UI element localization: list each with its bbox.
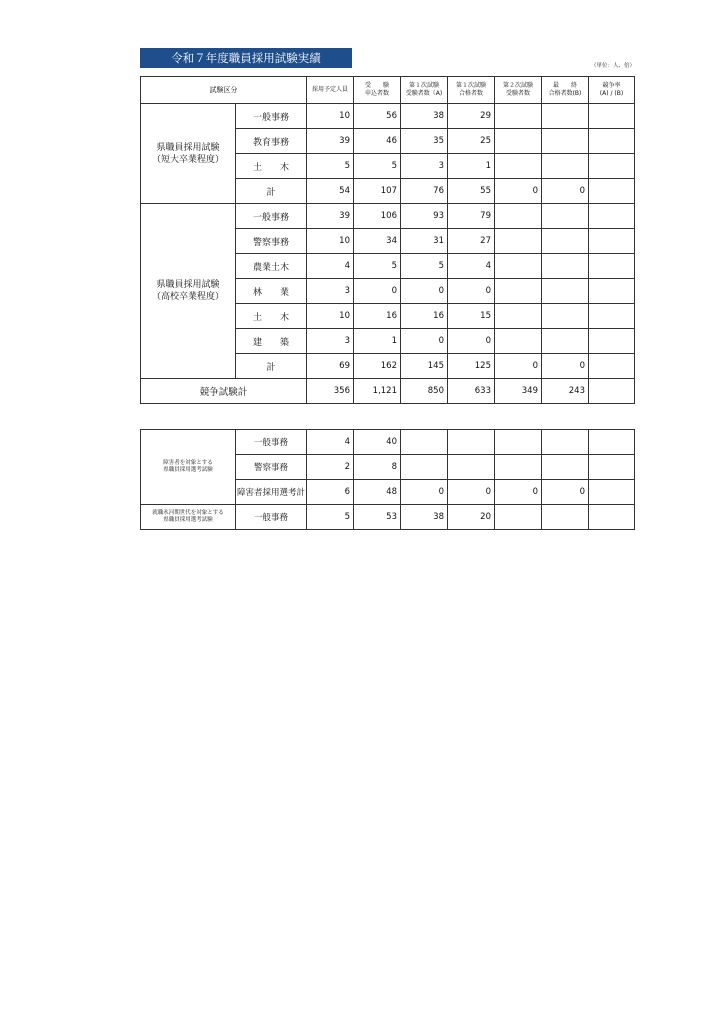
planned-cell: 2 bbox=[307, 455, 354, 480]
grand-total-final: 243 bbox=[542, 379, 589, 404]
first-pass-cell: 1 bbox=[448, 154, 495, 179]
category-cell: 林 業 bbox=[236, 279, 307, 304]
second-exam-cell bbox=[495, 304, 542, 329]
grand-total-label: 競争試験計 bbox=[141, 379, 307, 404]
first-pass-cell: 15 bbox=[448, 304, 495, 329]
second-exam-cell bbox=[495, 329, 542, 354]
final-cell bbox=[542, 304, 589, 329]
final-cell bbox=[542, 279, 589, 304]
first-pass-cell bbox=[448, 455, 495, 480]
document-title: 令和７年度職員採用試験実績 bbox=[140, 48, 352, 68]
first-exam-cell: 93 bbox=[401, 204, 448, 229]
category-cell: 警察事務 bbox=[236, 229, 307, 254]
first-pass-cell: 125 bbox=[448, 354, 495, 379]
category-cell: 計 bbox=[236, 179, 307, 204]
header-planned: 採用予定人員 bbox=[307, 77, 354, 104]
grand-total-ratio bbox=[589, 379, 635, 404]
category-cell: 障害者採用選考計 bbox=[236, 480, 307, 505]
first-exam-cell: 0 bbox=[401, 480, 448, 505]
category-cell: 農業土木 bbox=[236, 254, 307, 279]
final-cell: 0 bbox=[542, 480, 589, 505]
second-exam-cell bbox=[495, 154, 542, 179]
final-cell bbox=[542, 505, 589, 530]
first-exam-cell bbox=[401, 455, 448, 480]
group-name: 就職氷河期世代を対象とする 県職員採用選考試験 bbox=[141, 505, 236, 530]
applicants-cell: 16 bbox=[354, 304, 401, 329]
first-exam-cell: 38 bbox=[401, 104, 448, 129]
category-cell: 一般事務 bbox=[236, 104, 307, 129]
applicants-cell: 162 bbox=[354, 354, 401, 379]
first-pass-cell: 55 bbox=[448, 179, 495, 204]
header-first-exam: 第１次試験 受験者数（A) bbox=[401, 77, 448, 104]
table-row bbox=[141, 430, 635, 455]
first-exam-cell bbox=[401, 430, 448, 455]
grand-total-first-pass: 633 bbox=[448, 379, 495, 404]
grand-total-planned: 356 bbox=[307, 379, 354, 404]
second-exam-cell bbox=[495, 279, 542, 304]
applicants-cell: 53 bbox=[354, 505, 401, 530]
category-cell: 教育事務 bbox=[236, 129, 307, 154]
applicants-cell: 1 bbox=[354, 329, 401, 354]
final-cell bbox=[542, 254, 589, 279]
second-exam-cell: 0 bbox=[495, 179, 542, 204]
category-cell: 建 築 bbox=[236, 329, 307, 354]
applicants-cell: 56 bbox=[354, 104, 401, 129]
applicants-cell: 8 bbox=[354, 455, 401, 480]
planned-cell: 39 bbox=[307, 129, 354, 154]
applicants-cell: 0 bbox=[354, 279, 401, 304]
header-second-exam: 第２次試験 受験者数 bbox=[495, 77, 542, 104]
second-exam-cell bbox=[495, 254, 542, 279]
final-cell bbox=[542, 430, 589, 455]
grand-total-second-exam: 349 bbox=[495, 379, 542, 404]
first-exam-cell: 145 bbox=[401, 354, 448, 379]
header-applicants: 受 験 申込者数 bbox=[354, 77, 401, 104]
ratio-cell bbox=[589, 354, 635, 379]
first-pass-cell: 27 bbox=[448, 229, 495, 254]
applicants-cell: 5 bbox=[354, 254, 401, 279]
header-first-pass: 第１次試験 合格者数 bbox=[448, 77, 495, 104]
first-exam-cell: 5 bbox=[401, 254, 448, 279]
second-exam-cell bbox=[495, 104, 542, 129]
planned-cell: 10 bbox=[307, 304, 354, 329]
ratio-cell bbox=[589, 179, 635, 204]
first-pass-cell: 20 bbox=[448, 505, 495, 530]
category-cell: 警察事務 bbox=[236, 455, 307, 480]
ratio-cell bbox=[589, 304, 635, 329]
planned-cell: 5 bbox=[307, 505, 354, 530]
final-cell: 0 bbox=[542, 179, 589, 204]
applicants-cell: 40 bbox=[354, 430, 401, 455]
table-row bbox=[141, 204, 635, 229]
ratio-cell bbox=[589, 229, 635, 254]
category-cell: 土 木 bbox=[236, 304, 307, 329]
first-pass-cell: 0 bbox=[448, 279, 495, 304]
planned-cell: 4 bbox=[307, 430, 354, 455]
category-cell: 一般事務 bbox=[236, 505, 307, 530]
applicants-cell: 48 bbox=[354, 480, 401, 505]
ratio-cell bbox=[589, 204, 635, 229]
final-cell bbox=[542, 104, 589, 129]
ratio-cell bbox=[589, 430, 635, 455]
planned-cell: 10 bbox=[307, 104, 354, 129]
planned-cell: 39 bbox=[307, 204, 354, 229]
final-cell bbox=[542, 455, 589, 480]
ratio-cell bbox=[589, 254, 635, 279]
first-pass-cell: 29 bbox=[448, 104, 495, 129]
first-exam-cell: 31 bbox=[401, 229, 448, 254]
first-exam-cell: 38 bbox=[401, 505, 448, 530]
final-cell bbox=[542, 229, 589, 254]
ratio-cell bbox=[589, 329, 635, 354]
final-cell bbox=[542, 204, 589, 229]
group-name: 県職員採用試験 （短大卒業程度） bbox=[141, 104, 236, 204]
first-exam-cell: 3 bbox=[401, 154, 448, 179]
category-cell: 土 木 bbox=[236, 154, 307, 179]
final-cell bbox=[542, 154, 589, 179]
ratio-cell bbox=[589, 480, 635, 505]
planned-cell: 54 bbox=[307, 179, 354, 204]
second-exam-cell bbox=[495, 129, 542, 154]
ratio-cell bbox=[589, 104, 635, 129]
second-exam-cell bbox=[495, 455, 542, 480]
ratio-cell bbox=[589, 505, 635, 530]
first-exam-cell: 0 bbox=[401, 279, 448, 304]
header-category: 試験区分 bbox=[141, 77, 307, 104]
ratio-cell bbox=[589, 455, 635, 480]
final-cell bbox=[542, 129, 589, 154]
header-row bbox=[141, 77, 635, 104]
first-pass-cell: 0 bbox=[448, 329, 495, 354]
planned-cell: 3 bbox=[307, 329, 354, 354]
group-name: 障害者を対象とする 県職員採用選考試験 bbox=[141, 430, 236, 505]
planned-cell: 3 bbox=[307, 279, 354, 304]
applicants-cell: 107 bbox=[354, 179, 401, 204]
first-exam-cell: 16 bbox=[401, 304, 448, 329]
second-exam-cell bbox=[495, 204, 542, 229]
second-exam-cell bbox=[495, 505, 542, 530]
first-pass-cell bbox=[448, 430, 495, 455]
grand-total-row bbox=[141, 379, 635, 404]
planned-cell: 6 bbox=[307, 480, 354, 505]
applicants-cell: 5 bbox=[354, 154, 401, 179]
planned-cell: 5 bbox=[307, 154, 354, 179]
results-table bbox=[140, 76, 635, 404]
group-name: 県職員採用試験 （高校卒業程度） bbox=[141, 204, 236, 379]
applicants-cell: 34 bbox=[354, 229, 401, 254]
first-exam-cell: 35 bbox=[401, 129, 448, 154]
category-cell: 一般事務 bbox=[236, 204, 307, 229]
header-final: 最 終 合格者数(B) bbox=[542, 77, 589, 104]
applicants-cell: 46 bbox=[354, 129, 401, 154]
planned-cell: 69 bbox=[307, 354, 354, 379]
category-cell: 計 bbox=[236, 354, 307, 379]
second-exam-cell: 0 bbox=[495, 354, 542, 379]
final-cell bbox=[542, 329, 589, 354]
first-pass-cell: 25 bbox=[448, 129, 495, 154]
table-row bbox=[141, 104, 635, 129]
ratio-cell bbox=[589, 279, 635, 304]
grand-total-first-exam: 850 bbox=[401, 379, 448, 404]
unit-note: （単位：人、倍） bbox=[590, 63, 635, 69]
second-exam-cell bbox=[495, 229, 542, 254]
selection-table bbox=[140, 429, 635, 530]
second-exam-cell bbox=[495, 430, 542, 455]
planned-cell: 4 bbox=[307, 254, 354, 279]
header-ratio: 競争率 (A) / (B) bbox=[589, 77, 635, 104]
ratio-cell bbox=[589, 129, 635, 154]
second-exam-cell: 0 bbox=[495, 480, 542, 505]
ratio-cell bbox=[589, 154, 635, 179]
first-exam-cell: 76 bbox=[401, 179, 448, 204]
applicants-cell: 106 bbox=[354, 204, 401, 229]
grand-total-applicants: 1,121 bbox=[354, 379, 401, 404]
planned-cell: 10 bbox=[307, 229, 354, 254]
first-pass-cell: 79 bbox=[448, 204, 495, 229]
first-pass-cell: 4 bbox=[448, 254, 495, 279]
final-cell: 0 bbox=[542, 354, 589, 379]
category-cell: 一般事務 bbox=[236, 430, 307, 455]
first-exam-cell: 0 bbox=[401, 329, 448, 354]
table-row bbox=[141, 505, 635, 530]
first-pass-cell: 0 bbox=[448, 480, 495, 505]
